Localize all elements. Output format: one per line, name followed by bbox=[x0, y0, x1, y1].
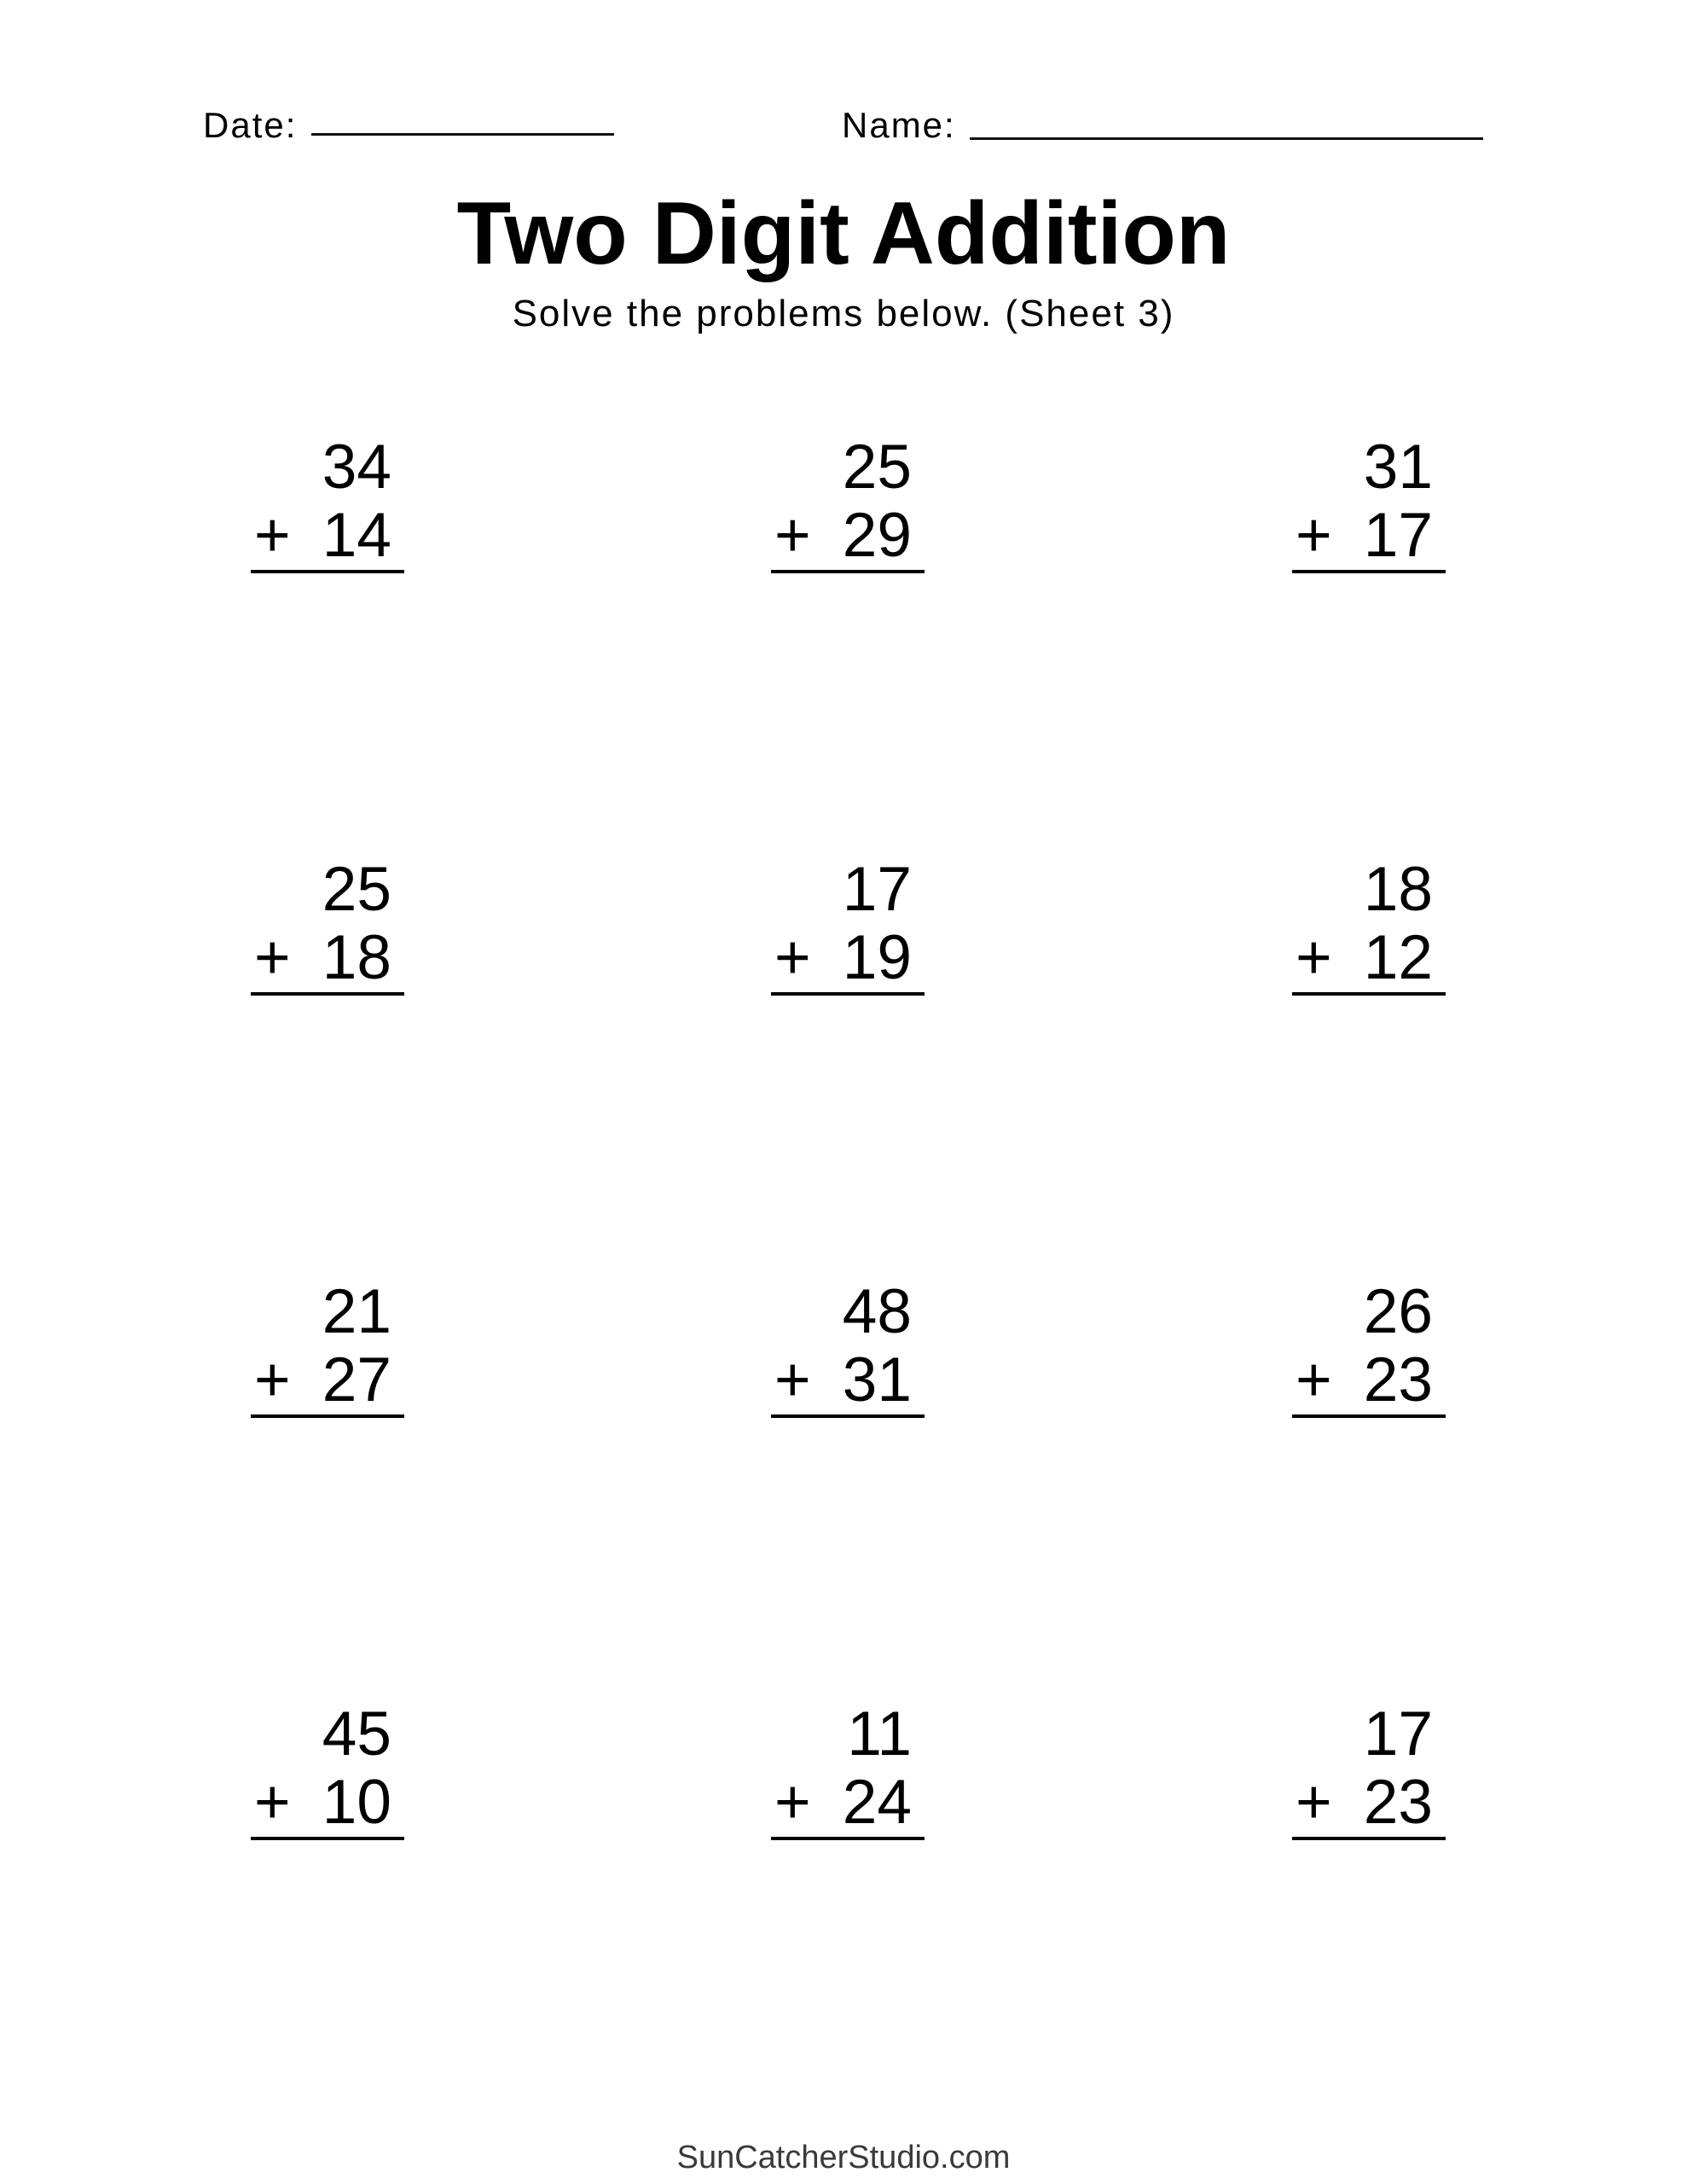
plus-operator: + bbox=[774, 923, 811, 992]
problem-1 bbox=[251, 433, 404, 573]
addend-bottom: 10 bbox=[322, 1768, 391, 1837]
plus-operator: + bbox=[774, 501, 811, 570]
addend-bottom: 12 bbox=[1363, 923, 1433, 992]
problem-5 bbox=[771, 856, 925, 996]
addend-bottom: 29 bbox=[842, 501, 912, 570]
problem-10 bbox=[251, 1700, 404, 1840]
name-label: Name: bbox=[842, 105, 956, 145]
plus-operator: + bbox=[254, 1345, 291, 1414]
plus-operator: + bbox=[1296, 1345, 1332, 1414]
addend-top: 25 bbox=[842, 433, 912, 502]
plus-operator: + bbox=[774, 1345, 811, 1414]
addend-top: 45 bbox=[322, 1699, 391, 1769]
plus-operator: + bbox=[1296, 501, 1332, 570]
problem-2 bbox=[771, 433, 925, 573]
addend-top: 34 bbox=[322, 433, 391, 502]
addend-bottom: 23 bbox=[1363, 1345, 1433, 1414]
website-credit: SunCatcherStudio.com bbox=[676, 2140, 1011, 2175]
plus-operator: + bbox=[1296, 1768, 1332, 1837]
addend-top: 31 bbox=[1363, 433, 1433, 502]
page-title: Two Digit Addition bbox=[456, 184, 1231, 283]
plus-operator: + bbox=[1296, 923, 1332, 992]
addend-top: 21 bbox=[322, 1277, 391, 1346]
date-blank-line bbox=[311, 133, 614, 136]
plus-operator: + bbox=[774, 1768, 811, 1837]
addend-bottom: 23 bbox=[1363, 1768, 1433, 1837]
problem-6 bbox=[1292, 856, 1446, 996]
problem-4 bbox=[251, 856, 404, 996]
addend-top: 11 bbox=[847, 1699, 912, 1769]
addend-top: 17 bbox=[842, 855, 912, 924]
plus-operator: + bbox=[254, 1768, 291, 1837]
page-subtitle: Solve the problems below. (Sheet 3) bbox=[512, 293, 1175, 334]
addend-top: 18 bbox=[1363, 855, 1433, 924]
problem-3 bbox=[1292, 433, 1446, 573]
problem-8 bbox=[771, 1278, 925, 1418]
date-label: Date: bbox=[203, 105, 298, 145]
addend-top: 17 bbox=[1363, 1699, 1433, 1769]
plus-operator: + bbox=[254, 923, 291, 992]
addend-top: 25 bbox=[322, 855, 391, 924]
addend-bottom: 19 bbox=[842, 923, 912, 992]
addend-bottom: 14 bbox=[322, 501, 391, 570]
addend-bottom: 24 bbox=[842, 1768, 912, 1837]
addend-bottom: 31 bbox=[842, 1345, 912, 1414]
addend-bottom: 27 bbox=[322, 1345, 391, 1414]
addend-top: 26 bbox=[1363, 1277, 1433, 1346]
addend-bottom: 18 bbox=[322, 923, 391, 992]
problem-7 bbox=[251, 1278, 404, 1418]
problem-11 bbox=[771, 1700, 925, 1840]
problem-12 bbox=[1292, 1700, 1446, 1840]
problem-9 bbox=[1292, 1278, 1446, 1418]
plus-operator: + bbox=[254, 501, 291, 570]
name-blank-line bbox=[970, 137, 1483, 140]
addend-top: 48 bbox=[842, 1277, 912, 1346]
addend-bottom: 17 bbox=[1363, 501, 1433, 570]
